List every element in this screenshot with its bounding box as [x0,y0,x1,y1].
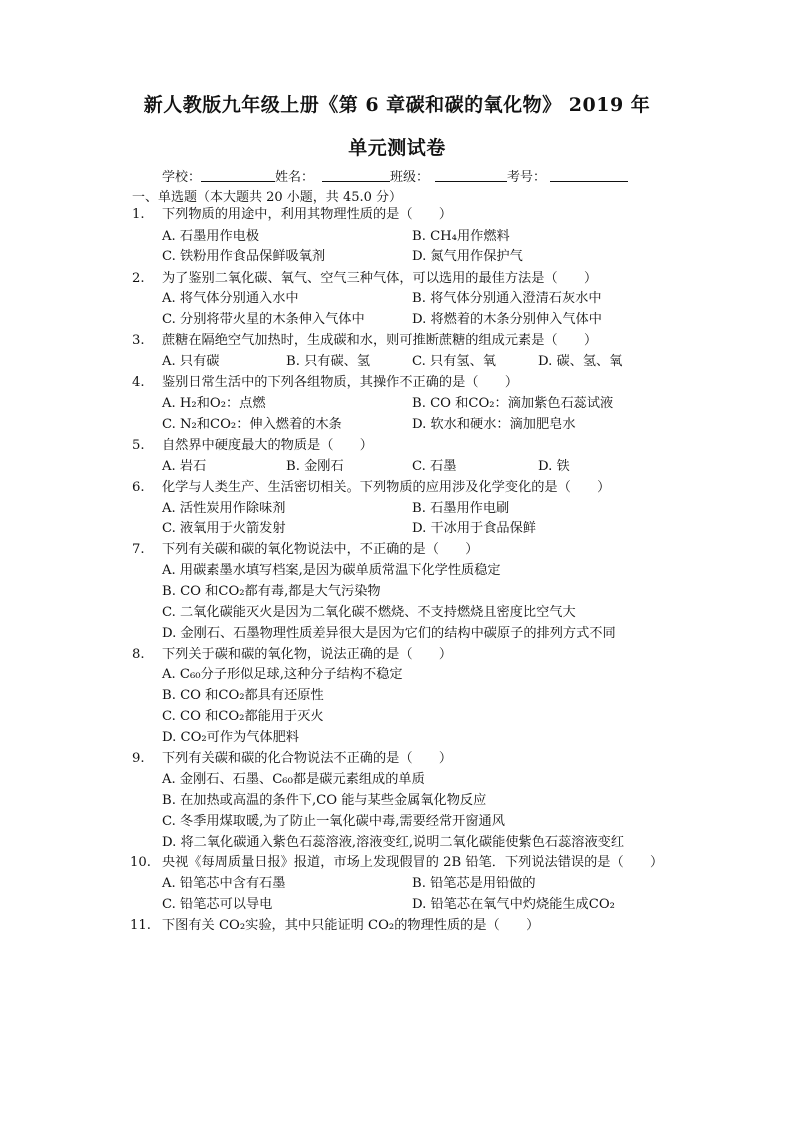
option-c[interactable]: C. 分别将带火星的木条伸入气体中 [162,312,365,327]
option-a[interactable]: A. 只有碳 [162,354,220,369]
question-stem: 下图有关 CO₂实验，其中只能证明 CO₂的物理性质的是（ ） [162,918,540,933]
school-field[interactable] [201,169,275,182]
name-label: 姓名： [275,170,315,185]
option-b[interactable]: B. 只有碳、氢 [286,354,371,369]
option-d[interactable]: D. CO₂可作为气体肥料 [162,730,299,745]
page-subtitle: 单元测试卷 [348,137,446,159]
option-d[interactable]: D. 铅笔芯在氧气中灼烧能生成CO₂ [412,897,615,912]
option-d[interactable]: D. 铁 [538,459,570,474]
question-stem: 蔗糖在隔绝空气加热时，生成碳和水，则可推断蔗糖的组成元素是（ ） [162,333,598,348]
option-a[interactable]: A. 石墨用作电极 [162,229,260,244]
question-stem: 自然界中硬度最大的物质是（ ） [162,438,373,453]
question-stem: 下列有关碳和碳的化合物说法不正确的是（ ） [162,751,453,766]
question-stem: 为了鉴别二氧化碳、氧气、空气三种气体，可以选用的最佳方法是（ ） [162,271,598,286]
question-stem: 下列物质的用途中，利用其物理性质的是（ ） [162,207,453,222]
name-field[interactable] [322,169,390,182]
option-a[interactable]: A. 用碳素墨水填写档案,是因为碳单质常温下化学性质稳定 [162,563,501,578]
question-number: 1. [132,207,145,222]
option-c[interactable]: C. 二氧化碳能灭火是因为二氧化碳不燃烧、不支持燃烧且密度比空气大 [162,605,576,620]
question-number: 7. [132,542,145,557]
question-number: 10. [130,855,151,870]
option-b[interactable]: B. 将气体分别通入澄清石灰水中 [412,291,602,306]
option-b[interactable]: B. 金刚石 [286,459,344,474]
exam-no-label: 考号： [507,170,547,185]
option-a[interactable]: A. H₂和O₂：点燃 [162,396,266,411]
page-title: 新人教版九年级上册《第 6 章碳和碳的氧化物》 2019 年 [143,94,651,116]
option-b[interactable]: B. 在加热或高温的条件下,CO 能与某些金属氧化物反应 [162,793,487,808]
option-d[interactable]: D. 将燃着的木条分别伸入气体中 [412,312,602,327]
option-b[interactable]: B. CO 和CO₂都有毒,都是大气污染物 [162,584,381,599]
class-label: 班级： [390,170,430,185]
option-d[interactable]: D. 氮气用作保护气 [412,249,523,264]
question-number: 6. [132,480,145,495]
option-b[interactable]: B. CH₄用作燃料 [412,229,510,244]
option-b[interactable]: B. 石墨用作电刷 [412,501,510,516]
question-stem: 下列有关碳和碳的氧化物说法中，不正确的是（ ） [162,542,479,557]
question-stem: 下列关于碳和碳的氧化物，说法正确的是（ ） [162,647,453,662]
option-d[interactable]: D. 将二氧化碳通入紫色石蕊溶液,溶液变红,说明二氧化碳能使紫色石蕊溶液变红 [162,835,625,850]
question-number: 9. [132,751,145,766]
option-a[interactable]: A. 将气体分别通入水中 [162,291,299,306]
option-c[interactable]: C. 液氧用于火箭发射 [162,521,286,536]
option-d[interactable]: D. 碳、氢、氧 [538,354,623,369]
class-field[interactable] [435,169,507,182]
option-b[interactable]: B. CO 和CO₂：滴加紫色石蕊试液 [412,396,614,411]
option-d[interactable]: D. 干冰用于食品保鲜 [412,521,536,536]
option-d[interactable]: D. 软水和硬水：滴加肥皂水 [412,417,576,432]
option-a[interactable]: A. 岩石 [162,459,207,474]
option-b[interactable]: B. 铅笔芯是用铅做的 [412,876,536,891]
option-c[interactable]: C. N₂和CO₂：伸入燃着的木条 [162,417,342,432]
question-number: 3. [132,333,145,348]
option-b[interactable]: B. CO 和CO₂都具有还原性 [162,688,324,703]
option-c[interactable]: C. CO 和CO₂都能用于灭火 [162,709,324,724]
question-number: 5. [132,438,145,453]
question-stem: 央视《每周质量日报》报道，市场上发现假冒的 2B 铅笔．下列说法错误的是（ ） [162,855,664,870]
question-number: 8. [132,647,145,662]
question-number: 2. [132,271,145,286]
question-number: 4. [132,375,145,390]
question-stem: 鉴别日常生活中的下列各组物质，其操作不正确的是（ ） [162,375,519,390]
option-a[interactable]: A. 金刚石、石墨、C₆₀都是碳元素组成的单质 [162,772,425,787]
option-a[interactable]: A. 活性炭用作除味剂 [162,501,286,516]
option-a[interactable]: A. 铅笔芯中含有石墨 [162,876,286,891]
question-stem: 化学与人类生产、生活密切相关。下列物质的应用涉及化学变化的是（ ） [162,480,611,495]
option-c[interactable]: C. 石墨 [412,459,457,474]
option-d[interactable]: D. 金刚石、石墨物理性质差异很大是因为它们的结构中碳原子的排列方式不同 [162,626,616,641]
question-number: 11. [130,918,151,933]
option-c[interactable]: C. 铁粉用作食品保鲜吸氧剂 [162,249,326,264]
school-label: 学校： [162,170,202,185]
option-c[interactable]: C. 只有氢、氧 [412,354,496,369]
section-title: 一、单选题（本大题共 20 小题，共 45.0 分） [132,190,403,205]
option-c[interactable]: C. 冬季用煤取暖,为了防止一氧化碳中毒,需要经常开窗通风 [162,814,505,829]
option-c[interactable]: C. 铅笔芯可以导电 [162,897,273,912]
exam-no-field[interactable] [550,169,628,182]
option-a[interactable]: A. C₆₀分子形似足球,这种分子结构不稳定 [162,667,403,682]
student-info-line [162,166,628,185]
